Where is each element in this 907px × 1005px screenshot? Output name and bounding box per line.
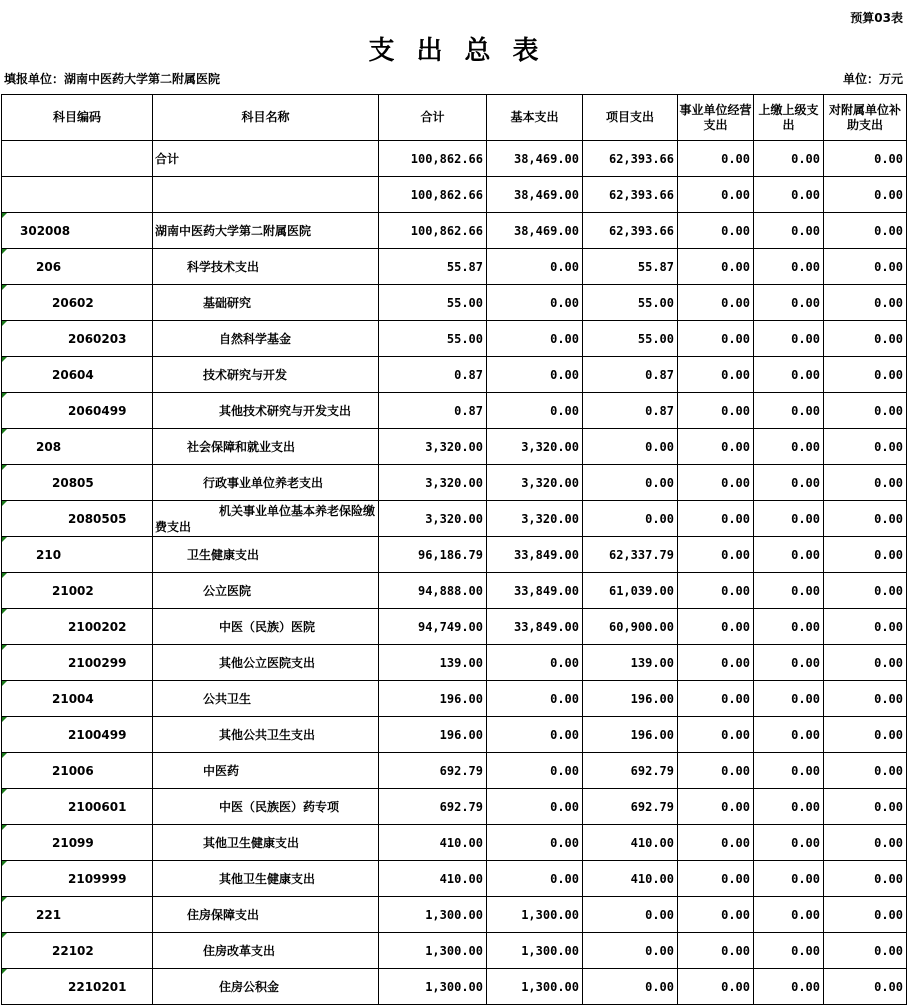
- project-expenditure-cell: 55.00: [583, 321, 678, 357]
- project-expenditure-cell: 196.00: [583, 717, 678, 753]
- remit-superior-cell: 0.00: [754, 573, 824, 609]
- total-cell: 692.79: [379, 753, 487, 789]
- basic-expenditure-cell: 0.00: [487, 285, 583, 321]
- project-expenditure-cell: 0.00: [583, 465, 678, 501]
- project-expenditure-cell: 0.00: [583, 897, 678, 933]
- business-operation-cell: 0.00: [678, 141, 754, 177]
- affiliate-subsidy-cell: 0.00: [824, 681, 907, 717]
- affiliate-subsidy-cell: 0.00: [824, 357, 907, 393]
- total-cell: 139.00: [379, 645, 487, 681]
- total-cell: 1,300.00: [379, 897, 487, 933]
- table-row: [2, 177, 907, 213]
- remit-superior-cell: 0.00: [754, 429, 824, 465]
- basic-expenditure-cell: 3,320.00: [487, 501, 583, 537]
- subject-code-cell: 21006: [2, 753, 153, 789]
- table-row: [2, 573, 907, 609]
- cell-marker-icon: [2, 573, 7, 578]
- header-business-operation-expenditure: 事业单位经营支出: [678, 95, 754, 141]
- table-row: [2, 825, 907, 861]
- subject-name-cell: 技术研究与开发: [153, 357, 379, 393]
- project-expenditure-cell: 139.00: [583, 645, 678, 681]
- cell-marker-icon: [2, 501, 7, 506]
- total-cell: 100,862.66: [379, 141, 487, 177]
- table-header-row: [2, 95, 907, 141]
- table-row: [2, 861, 907, 897]
- business-operation-cell: 0.00: [678, 897, 754, 933]
- total-cell: 692.79: [379, 789, 487, 825]
- affiliate-subsidy-cell: 0.00: [824, 465, 907, 501]
- total-cell: 55.00: [379, 285, 487, 321]
- header-basic-expenditure: 基本支出: [487, 95, 583, 141]
- cell-marker-icon: [2, 969, 7, 974]
- subject-code-cell: 21099: [2, 825, 153, 861]
- basic-expenditure-cell: 38,469.00: [487, 177, 583, 213]
- subject-name-cell: 其他卫生健康支出: [153, 825, 379, 861]
- subject-code-cell: 221: [2, 897, 153, 933]
- subject-code-cell: 2060499: [2, 393, 153, 429]
- project-expenditure-cell: 62,393.66: [583, 177, 678, 213]
- table-row: [2, 357, 907, 393]
- subject-code-cell: 206: [2, 249, 153, 285]
- total-cell: 196.00: [379, 717, 487, 753]
- business-operation-cell: 0.00: [678, 321, 754, 357]
- subject-code-cell: 2210201: [2, 969, 153, 1005]
- cell-marker-icon: [2, 645, 7, 650]
- table-row: [2, 141, 907, 177]
- project-expenditure-cell: 410.00: [583, 861, 678, 897]
- subject-name-cell: 社会保障和就业支出: [153, 429, 379, 465]
- remit-superior-cell: 0.00: [754, 285, 824, 321]
- total-cell: 94,888.00: [379, 573, 487, 609]
- table-row: [2, 789, 907, 825]
- cell-marker-icon: [2, 825, 7, 830]
- project-expenditure-cell: 692.79: [583, 753, 678, 789]
- basic-expenditure-cell: 0.00: [487, 681, 583, 717]
- table-row: [2, 897, 907, 933]
- basic-expenditure-cell: 33,849.00: [487, 573, 583, 609]
- affiliate-subsidy-cell: 0.00: [824, 429, 907, 465]
- remit-superior-cell: 0.00: [754, 897, 824, 933]
- table-row: [2, 501, 907, 537]
- table-row: [2, 933, 907, 969]
- business-operation-cell: 0.00: [678, 753, 754, 789]
- cell-marker-icon: [2, 465, 7, 470]
- subject-code-cell: 21002: [2, 573, 153, 609]
- subject-code-cell: 20602: [2, 285, 153, 321]
- business-operation-cell: 0.00: [678, 213, 754, 249]
- table-row: [2, 321, 907, 357]
- basic-expenditure-cell: 0.00: [487, 753, 583, 789]
- remit-superior-cell: 0.00: [754, 645, 824, 681]
- basic-expenditure-cell: 0.00: [487, 825, 583, 861]
- header-total: 合计: [379, 95, 487, 141]
- table-row: [2, 429, 907, 465]
- table-body: [2, 141, 907, 1005]
- table-row: [2, 609, 907, 645]
- cell-marker-icon: [2, 357, 7, 362]
- project-expenditure-cell: 692.79: [583, 789, 678, 825]
- remit-superior-cell: 0.00: [754, 609, 824, 645]
- subject-code-cell: 2109999: [2, 861, 153, 897]
- subject-name-cell: 基础研究: [153, 285, 379, 321]
- subject-name-cell: 公立医院: [153, 573, 379, 609]
- remit-superior-cell: 0.00: [754, 321, 824, 357]
- table-row: [2, 753, 907, 789]
- project-expenditure-cell: 62,393.66: [583, 213, 678, 249]
- business-operation-cell: 0.00: [678, 393, 754, 429]
- subject-name-cell: 住房改革支出: [153, 933, 379, 969]
- business-operation-cell: 0.00: [678, 681, 754, 717]
- basic-expenditure-cell: 0.00: [487, 393, 583, 429]
- subject-name-cell: 其他公共卫生支出: [153, 717, 379, 753]
- affiliate-subsidy-cell: 0.00: [824, 789, 907, 825]
- total-cell: 0.87: [379, 393, 487, 429]
- cell-marker-icon: [2, 897, 7, 902]
- subject-code-cell: 302008: [2, 213, 153, 249]
- remit-superior-cell: 0.00: [754, 825, 824, 861]
- total-cell: 100,862.66: [379, 213, 487, 249]
- header-subject-name: 科目名称: [153, 95, 379, 141]
- remit-superior-cell: 0.00: [754, 537, 824, 573]
- subject-code-cell: 20805: [2, 465, 153, 501]
- affiliate-subsidy-cell: 0.00: [824, 897, 907, 933]
- business-operation-cell: 0.00: [678, 609, 754, 645]
- cell-marker-icon: [2, 861, 7, 866]
- total-cell: 94,749.00: [379, 609, 487, 645]
- remit-superior-cell: 0.00: [754, 681, 824, 717]
- table-row: [2, 717, 907, 753]
- table-row: [2, 969, 907, 1005]
- affiliate-subsidy-cell: 0.00: [824, 933, 907, 969]
- affiliate-subsidy-cell: 0.00: [824, 141, 907, 177]
- project-expenditure-cell: 55.87: [583, 249, 678, 285]
- remit-superior-cell: 0.00: [754, 213, 824, 249]
- total-cell: 100,862.66: [379, 177, 487, 213]
- business-operation-cell: 0.00: [678, 861, 754, 897]
- business-operation-cell: 0.00: [678, 177, 754, 213]
- subject-name-cell: 中医（民族）医院: [153, 609, 379, 645]
- table-row: [2, 393, 907, 429]
- project-expenditure-cell: 410.00: [583, 825, 678, 861]
- basic-expenditure-cell: 0.00: [487, 249, 583, 285]
- table-row: [2, 645, 907, 681]
- business-operation-cell: 0.00: [678, 933, 754, 969]
- business-operation-cell: 0.00: [678, 573, 754, 609]
- total-cell: 3,320.00: [379, 501, 487, 537]
- affiliate-subsidy-cell: 0.00: [824, 969, 907, 1005]
- basic-expenditure-cell: 33,849.00: [487, 609, 583, 645]
- basic-expenditure-cell: 0.00: [487, 645, 583, 681]
- subject-code-cell: [2, 141, 153, 177]
- remit-superior-cell: 0.00: [754, 789, 824, 825]
- basic-expenditure-cell: 1,300.00: [487, 897, 583, 933]
- affiliate-subsidy-cell: 0.00: [824, 249, 907, 285]
- remit-superior-cell: 0.00: [754, 717, 824, 753]
- project-expenditure-cell: 55.00: [583, 285, 678, 321]
- business-operation-cell: 0.00: [678, 285, 754, 321]
- affiliate-subsidy-cell: 0.00: [824, 537, 907, 573]
- cell-marker-icon: [2, 321, 7, 326]
- subject-name-cell: 卫生健康支出: [153, 537, 379, 573]
- project-expenditure-cell: 0.87: [583, 393, 678, 429]
- cell-marker-icon: [2, 753, 7, 758]
- header-subject-code: 科目编码: [2, 95, 153, 141]
- cell-marker-icon: [2, 393, 7, 398]
- subject-name-cell: 合计: [153, 141, 379, 177]
- remit-superior-cell: 0.00: [754, 861, 824, 897]
- table-row: [2, 249, 907, 285]
- cell-marker-icon: [2, 717, 7, 722]
- project-expenditure-cell: 0.00: [583, 501, 678, 537]
- remit-superior-cell: 0.00: [754, 249, 824, 285]
- remit-superior-cell: 0.00: [754, 141, 824, 177]
- affiliate-subsidy-cell: 0.00: [824, 573, 907, 609]
- business-operation-cell: 0.00: [678, 465, 754, 501]
- business-operation-cell: 0.00: [678, 789, 754, 825]
- form-number: 预算03表: [850, 11, 903, 25]
- total-cell: 1,300.00: [379, 933, 487, 969]
- basic-expenditure-cell: 0.00: [487, 717, 583, 753]
- header-remit-to-superior: 上缴上级支出: [754, 95, 824, 141]
- project-expenditure-cell: 62,337.79: [583, 537, 678, 573]
- cell-marker-icon: [2, 789, 7, 794]
- table-row: [2, 213, 907, 249]
- table-row: [2, 537, 907, 573]
- subject-code-cell: 21004: [2, 681, 153, 717]
- subject-name-cell: 科学技术支出: [153, 249, 379, 285]
- total-cell: 3,320.00: [379, 465, 487, 501]
- subject-code-cell: 22102: [2, 933, 153, 969]
- cell-marker-icon: [2, 537, 7, 542]
- cell-marker-icon: [2, 429, 7, 434]
- subject-name-cell: 住房公积金: [153, 969, 379, 1005]
- project-expenditure-cell: 62,393.66: [583, 141, 678, 177]
- basic-expenditure-cell: 3,320.00: [487, 429, 583, 465]
- basic-expenditure-cell: 33,849.00: [487, 537, 583, 573]
- business-operation-cell: 0.00: [678, 357, 754, 393]
- remit-superior-cell: 0.00: [754, 933, 824, 969]
- total-cell: 3,320.00: [379, 429, 487, 465]
- header-subsidy-to-affiliates: 对附属单位补助支出: [824, 95, 907, 141]
- business-operation-cell: 0.00: [678, 969, 754, 1005]
- subject-name-cell: [153, 177, 379, 213]
- remit-superior-cell: 0.00: [754, 969, 824, 1005]
- basic-expenditure-cell: 0.00: [487, 321, 583, 357]
- project-expenditure-cell: 0.00: [583, 969, 678, 1005]
- subject-code-cell: 2080505: [2, 501, 153, 537]
- reporting-unit: 填报单位：湖南中医药大学第二附属医院: [4, 72, 221, 86]
- subject-name-cell: 住房保障支出: [153, 897, 379, 933]
- total-cell: 410.00: [379, 861, 487, 897]
- subject-code-cell: 2100499: [2, 717, 153, 753]
- currency-unit: 单位：万元: [842, 72, 903, 86]
- cell-marker-icon: [2, 249, 7, 254]
- cell-marker-icon: [2, 213, 7, 218]
- project-expenditure-cell: 60,900.00: [583, 609, 678, 645]
- subject-code-cell: 2060203: [2, 321, 153, 357]
- subject-name-cell: 其他技术研究与开发支出: [153, 393, 379, 429]
- affiliate-subsidy-cell: 0.00: [824, 825, 907, 861]
- header-project-expenditure: 项目支出: [583, 95, 678, 141]
- total-cell: 96,186.79: [379, 537, 487, 573]
- basic-expenditure-cell: 3,320.00: [487, 465, 583, 501]
- subject-name-cell: 中医（民族医）药专项: [153, 789, 379, 825]
- expenditure-table: [1, 94, 907, 1005]
- remit-superior-cell: 0.00: [754, 501, 824, 537]
- cell-marker-icon: [2, 609, 7, 614]
- total-cell: 1,300.00: [379, 969, 487, 1005]
- basic-expenditure-cell: 0.00: [487, 357, 583, 393]
- business-operation-cell: 0.00: [678, 249, 754, 285]
- subject-name-cell: 湖南中医药大学第二附属医院: [153, 213, 379, 249]
- business-operation-cell: 0.00: [678, 429, 754, 465]
- cell-marker-icon: [2, 681, 7, 686]
- affiliate-subsidy-cell: 0.00: [824, 177, 907, 213]
- basic-expenditure-cell: 38,469.00: [487, 141, 583, 177]
- total-cell: 410.00: [379, 825, 487, 861]
- affiliate-subsidy-cell: 0.00: [824, 861, 907, 897]
- remit-superior-cell: 0.00: [754, 465, 824, 501]
- subject-name-cell: 公共卫生: [153, 681, 379, 717]
- subject-code-cell: 20604: [2, 357, 153, 393]
- business-operation-cell: 0.00: [678, 645, 754, 681]
- subject-code-cell: 2100299: [2, 645, 153, 681]
- project-expenditure-cell: 61,039.00: [583, 573, 678, 609]
- remit-superior-cell: 0.00: [754, 753, 824, 789]
- cell-marker-icon: [2, 285, 7, 290]
- subject-code-cell: [2, 177, 153, 213]
- subject-code-cell: 208: [2, 429, 153, 465]
- remit-superior-cell: 0.00: [754, 357, 824, 393]
- affiliate-subsidy-cell: 0.00: [824, 321, 907, 357]
- affiliate-subsidy-cell: 0.00: [824, 717, 907, 753]
- total-cell: 196.00: [379, 681, 487, 717]
- subject-name-cell: 其他公立医院支出: [153, 645, 379, 681]
- total-cell: 55.00: [379, 321, 487, 357]
- basic-expenditure-cell: 0.00: [487, 861, 583, 897]
- project-expenditure-cell: 0.00: [583, 429, 678, 465]
- page-title: 支出总表: [368, 36, 561, 66]
- subject-name-cell: 自然科学基金: [153, 321, 379, 357]
- remit-superior-cell: 0.00: [754, 393, 824, 429]
- affiliate-subsidy-cell: 0.00: [824, 393, 907, 429]
- project-expenditure-cell: 0.87: [583, 357, 678, 393]
- total-cell: 55.87: [379, 249, 487, 285]
- subject-code-cell: 2100202: [2, 609, 153, 645]
- basic-expenditure-cell: 0.00: [487, 789, 583, 825]
- basic-expenditure-cell: 38,469.00: [487, 213, 583, 249]
- basic-expenditure-cell: 1,300.00: [487, 969, 583, 1005]
- table-row: [2, 681, 907, 717]
- project-expenditure-cell: 196.00: [583, 681, 678, 717]
- subject-name-cell: 中医药: [153, 753, 379, 789]
- subject-name-cell: 机关事业单位基本养老保险缴费支出: [153, 501, 379, 537]
- business-operation-cell: 0.00: [678, 825, 754, 861]
- affiliate-subsidy-cell: 0.00: [824, 501, 907, 537]
- business-operation-cell: 0.00: [678, 501, 754, 537]
- business-operation-cell: 0.00: [678, 717, 754, 753]
- business-operation-cell: 0.00: [678, 537, 754, 573]
- total-cell: 0.87: [379, 357, 487, 393]
- cell-marker-icon: [2, 933, 7, 938]
- affiliate-subsidy-cell: 0.00: [824, 753, 907, 789]
- project-expenditure-cell: 0.00: [583, 933, 678, 969]
- subject-code-cell: 210: [2, 537, 153, 573]
- affiliate-subsidy-cell: 0.00: [824, 213, 907, 249]
- basic-expenditure-cell: 1,300.00: [487, 933, 583, 969]
- subject-name-cell: 行政事业单位养老支出: [153, 465, 379, 501]
- table-row: [2, 465, 907, 501]
- subject-name-cell: 其他卫生健康支出: [153, 861, 379, 897]
- affiliate-subsidy-cell: 0.00: [824, 645, 907, 681]
- table-row: [2, 285, 907, 321]
- remit-superior-cell: 0.00: [754, 177, 824, 213]
- affiliate-subsidy-cell: 0.00: [824, 609, 907, 645]
- subject-code-cell: 2100601: [2, 789, 153, 825]
- affiliate-subsidy-cell: 0.00: [824, 285, 907, 321]
